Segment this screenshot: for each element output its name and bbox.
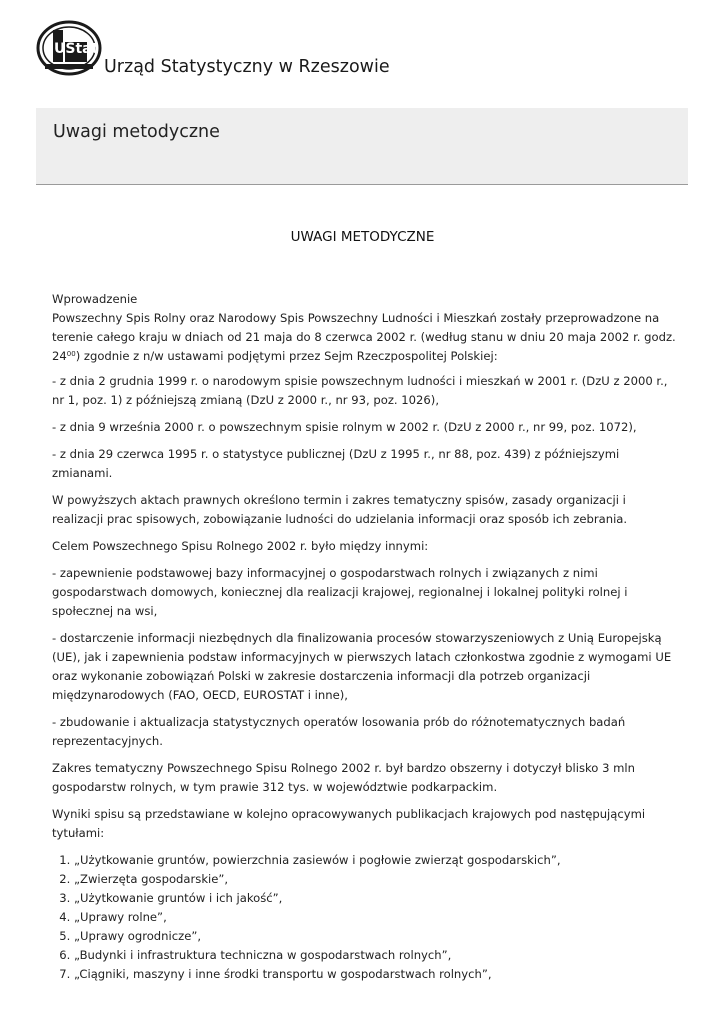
goals-intro: Celem Powszechnego Spisu Rolnego 2002 r. było między innymi:: [52, 539, 429, 553]
publication-item: 4. „Uprawy rolne”,: [74, 908, 677, 927]
svg-text:UStat: UStat: [54, 41, 99, 57]
goal-item: - zapewnienie podstawowej bazy informacyjnej o gospodarstwach rolnych i związanych z nimi gospodarstwach domowych, koniecznej dla realizacji krajowej, regionalnej i lokalnej polityki rolnej i społecznej na wsi,: [52, 566, 628, 618]
document-body: [52, 290, 677, 984]
page-title-banner: [36, 108, 688, 185]
goal-item: - dostarczenie informacji niezbędnych dla finalizowania procesów stowarzyszeniowych z Unią Europejską (UE), jak i zapewnienia podstaw informacyjnych w pierwszych latach członkostwa zgodnie z wymogami UE oraz wykonanie zobowiązań Polski w zakresie dostarczenia informacji dla potrzeb organizacji międzynarodowych (FAO, OECD, EUROSTAT i inne),: [52, 631, 672, 702]
intro-text-end: ) zgodnie z n/w ustawami podjętymi przez Sejm Rzeczpospolitej Polskiej:: [75, 349, 498, 363]
publication-item: 1. „Użytkowanie gruntów, powierzchnia zasiewów i pogłowie zwierząt gospodarskich”,: [74, 851, 677, 870]
hour-superscript: 00: [66, 350, 76, 358]
law-item: - z dnia 2 grudnia 1999 r. o narodowym spisie powszechnym ludności i mieszkań w 2001 r. (DzU z 2000 r., nr 1, poz. 1) z późniejszą zmianą (DzU z 2000 r., nr 93, poz. 1026),: [52, 374, 668, 407]
publication-item: 7. „Ciągniki, maszyny i inne środki transportu w gospodarstwach rolnych”,: [74, 965, 677, 984]
ustat-logo: [36, 20, 102, 76]
page-header: [36, 20, 696, 80]
law-item: - z dnia 29 czerwca 1995 r. o statystyce publicznej (DzU z 1995 r., nr 88, poz. 439) z późniejszymi zmianami.: [52, 447, 620, 480]
intro-text: Powszechny Spis Rolny oraz Narodowy Spis Powszechny Ludności i Mieszkań zostały przeprowadzone na terenie całego kraju w dniach od 21 maja do 8 czerwca 2002 r. (według stanu w dniu 20 maja 2002 r. godz. 24: [52, 311, 676, 363]
site-title[interactable]: Urząd Statystyczny w Rzeszowie: [104, 57, 390, 77]
publication-item: 2. „Zwierzęta gospodarskie”,: [74, 870, 677, 889]
page-title: Uwagi metodyczne: [53, 122, 220, 142]
publications-intro: Wyniki spisu są przedstawiane w kolejno opracowywanych publikacjach krajowych pod następującymi tytułami:: [52, 807, 646, 840]
publication-item: 3. „Użytkowanie gruntów i ich jakość”,: [74, 889, 677, 908]
document-heading: UWAGI METODYCZNE: [290, 229, 435, 245]
publication-item: 6. „Budynki i infrastruktura techniczna w gospodarstwach rolnych”,: [74, 946, 677, 965]
goal-item: - zbudowanie i aktualizacja statystycznych operatów losowania prób do różnotematycznych badań reprezentacyjnych.: [52, 715, 626, 748]
scope-paragraph: W powyższych aktach prawnych określono termin i zakres tematyczny spisów, zasady organizacji i realizacji prac spisowych, zobowiązanie ludności do udzielania informacji oraz sposób ich zebrania.: [52, 493, 628, 526]
intro-label: Wprowadzenie: [52, 292, 138, 306]
intro-paragraph: [52, 290, 677, 366]
law-item: - z dnia 9 września 2000 r. o powszechnym spisie rolnym w 2002 r. (DzU z 2000 r., nr 99, poz. 1072),: [52, 420, 637, 434]
publications-list: [52, 851, 677, 984]
coverage-paragraph: Zakres tematyczny Powszechnego Spisu Rolnego 2002 r. był bardzo obszerny i dotyczył blisko 3 mln gospodarstw rolnych, w tym prawie 312 tys. w województwie podkarpackim.: [52, 761, 635, 794]
publication-item: 5. „Uprawy ogrodnicze”,: [74, 927, 677, 946]
